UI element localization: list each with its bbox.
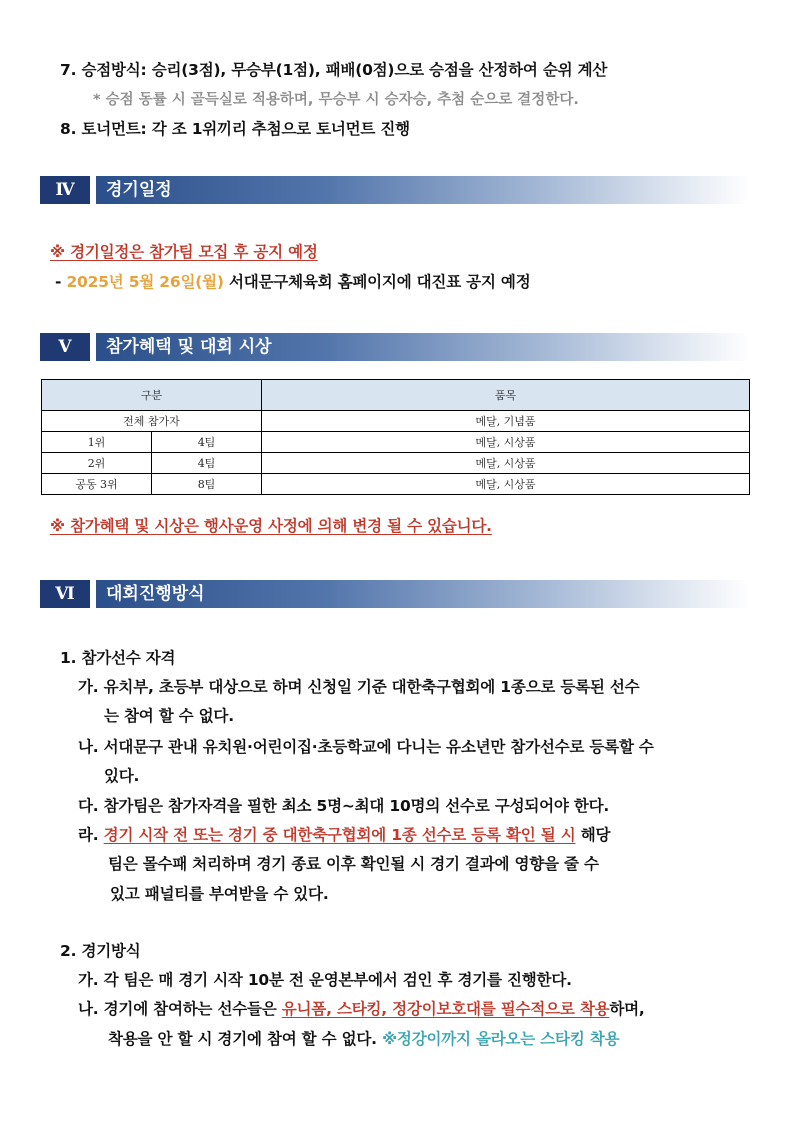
eligibility-title: 1. 참가선수 자격	[60, 649, 176, 667]
teams-cell: 4팀	[152, 432, 262, 453]
schedule-dash: -	[55, 273, 67, 291]
section-6-number: Ⅵ	[40, 580, 90, 608]
header-item: 품목	[262, 380, 750, 411]
na-red-text: 유니폼, 스타킹, 정강이보호대를 필수적으로 착용	[281, 1000, 610, 1018]
table-header-row	[42, 380, 750, 411]
schedule-rest: 서대문구체육회 홈페이지에 대진표 공지 예정	[223, 273, 531, 291]
table-row	[42, 453, 750, 474]
match-method-na-line2	[108, 1027, 619, 1049]
schedule-notice: ※ 경기일정은 참가팀 모집 후 공지 예정	[50, 243, 318, 261]
benefits-table	[41, 379, 750, 495]
section-4-title: 경기일정	[96, 176, 750, 204]
eligibility-na-line1: 나. 서대문구 관내 유치원·어린이집·초등학교에 다니는 유소년만 참가선수로 등록할 수	[78, 738, 654, 756]
all-participants-label: 전체 참가자	[42, 411, 262, 432]
eligibility-ga-line2: 는 참여 할 수 없다.	[104, 707, 234, 725]
table-row	[42, 432, 750, 453]
section-5-title: 참가혜택 및 대회 시상	[96, 333, 750, 361]
schedule-line	[55, 270, 530, 292]
item-cell: 메달, 시상품	[262, 432, 750, 453]
rank-cell: 1위	[42, 432, 152, 453]
rule-item-7: 7. 승점방식: 승리(3점), 무승부(1점), 패배(0점)으로 승점을 산정하여 순위 계산	[60, 61, 608, 79]
header-category: 구분	[42, 380, 262, 411]
na-prefix: 나. 경기에 참여하는 선수들은	[78, 1000, 282, 1018]
match-method-na-line1	[78, 997, 645, 1019]
ra-rest: 해당	[575, 826, 611, 844]
eligibility-ga-line1: 가. 유치부, 초등부 대상으로 하며 신청일 기준 대한축구협회에 1종으로 등록된 선수	[78, 678, 640, 696]
teams-cell: 8팀	[152, 474, 262, 495]
na2-text: 착용을 안 할 시 경기에 참여 할 수 없다.	[108, 1030, 383, 1048]
eligibility-na-line2: 있다.	[104, 767, 140, 785]
section-5-number: Ⅴ	[40, 333, 90, 361]
match-method-ga: 가. 각 팀은 매 경기 시작 10분 전 운영본부에서 검인 후 경기를 진행한다.	[78, 971, 572, 989]
rank-cell: 2위	[42, 453, 152, 474]
table-row	[42, 474, 750, 495]
rank-cell: 공동 3위	[42, 474, 152, 495]
na-rest: 하며,	[609, 1000, 645, 1018]
table-row	[42, 411, 750, 432]
na-teal-text: ※정강이까지 올라오는 스타킹 착용	[382, 1030, 620, 1048]
item-cell: 메달, 시상품	[262, 474, 750, 495]
eligibility-ra-line1	[78, 823, 610, 845]
eligibility-ra-line3: 있고 패널티를 부여받을 수 있다.	[110, 885, 329, 903]
eligibility-da-line: 다. 참가팀은 참가자격을 필한 최소 5명~최대 10명의 선수로 구성되어야 한다.	[78, 797, 610, 815]
benefits-notice: ※ 참가혜택 및 시상은 행사운영 사정에 의해 변경 될 수 있습니다.	[50, 517, 492, 535]
section-4-number: Ⅳ	[40, 176, 90, 204]
schedule-date: 2025년 5월 26일(월)	[66, 273, 224, 291]
match-method-title: 2. 경기방식	[60, 942, 141, 960]
rule-note-7: * 승점 동률 시 골득실로 적용하며, 무승부 시 승자승, 추첨 순으로 결정한다.	[93, 92, 579, 108]
teams-cell: 4팀	[152, 453, 262, 474]
section-6-title: 대회진행방식	[96, 580, 750, 608]
rule-item-8: 8. 토너먼트: 각 조 1위끼리 추첨으로 토너먼트 진행	[60, 120, 410, 138]
ra-prefix: 라.	[78, 826, 104, 844]
ra-red-text: 경기 시작 전 또는 경기 중 대한축구협회에 1종 선수로 등록 확인 될 시	[103, 826, 576, 844]
all-participants-item: 메달, 기념품	[262, 411, 750, 432]
eligibility-ra-line2: 팀은 몰수패 처리하며 경기 종료 이후 확인될 시 경기 결과에 영향을 줄 수	[108, 855, 599, 873]
item-cell: 메달, 시상품	[262, 453, 750, 474]
